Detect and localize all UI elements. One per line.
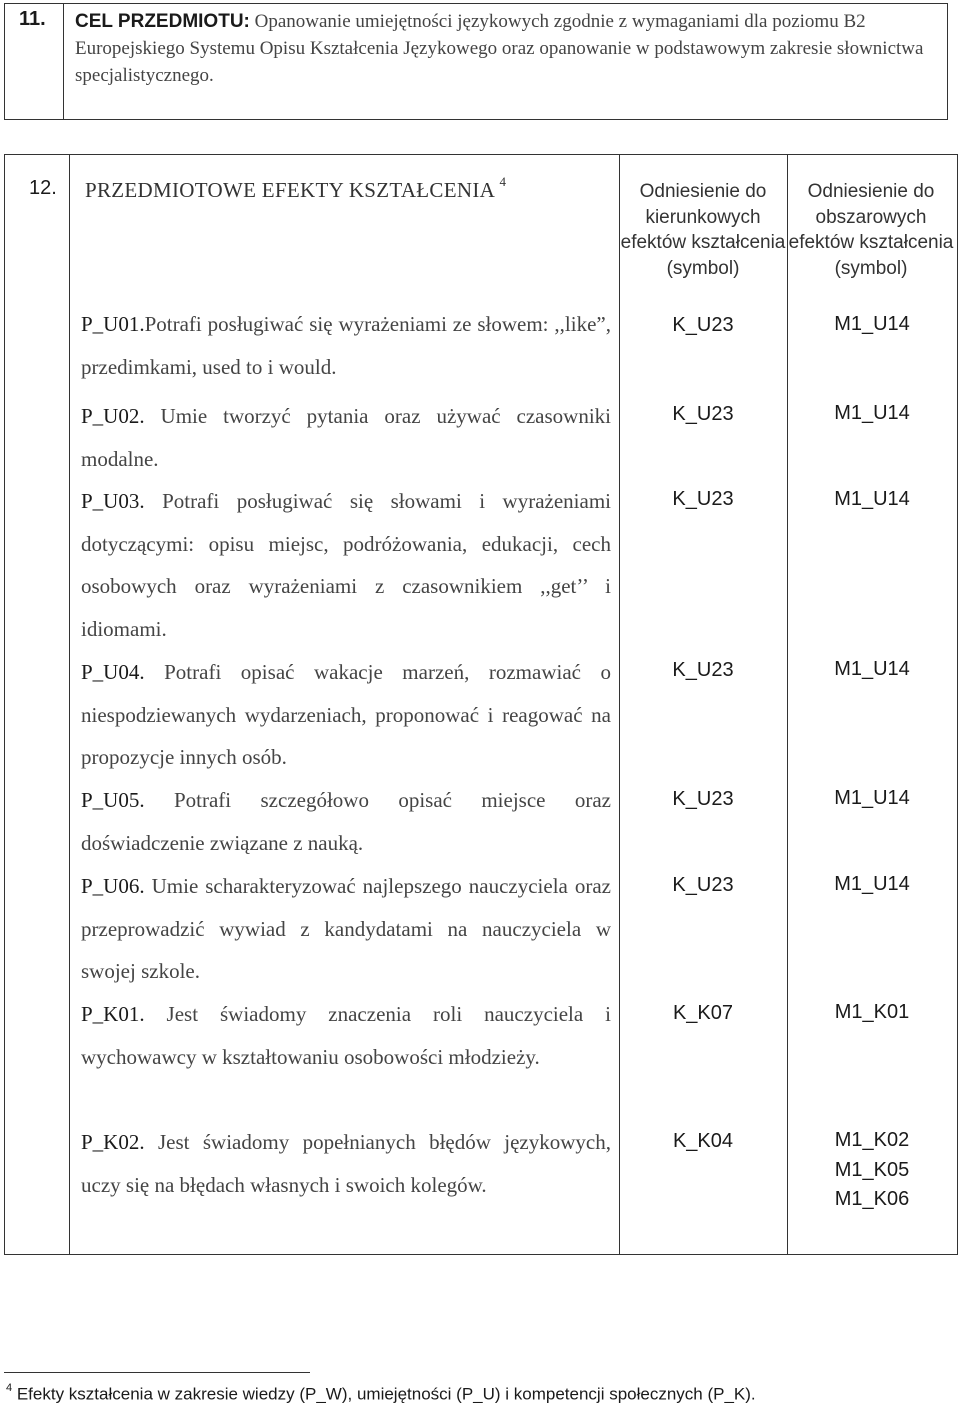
section-11-number: 11. (19, 8, 46, 30)
kierunkowe-symbol: K_U23 (672, 488, 734, 510)
obszarowe-symbol: M1_K01 (834, 1001, 910, 1023)
section-12-title-text: PRZEDMIOTOWE EFEKTY KSZTAŁCENIA (85, 178, 494, 202)
obszarowe-symbol: M1_U14 (834, 787, 910, 809)
obszarowe-symbol: M1_U14 (834, 873, 910, 895)
outcome-description (81, 651, 611, 779)
obszarowe-symbol: M1_U14 (834, 313, 910, 335)
outcome-description (81, 993, 611, 1078)
outcome-description (81, 779, 611, 864)
learning-outcomes-table (4, 154, 958, 1255)
obszarowe-symbols (787, 655, 957, 685)
column-header-obszarowe: Odniesienie do obszarowych efektów kształcenia (symbol) (788, 181, 954, 279)
section-11-number-cell (5, 4, 64, 119)
outcome-description (81, 865, 611, 993)
obszarowe-symbol: M1_K06 (834, 1188, 910, 1210)
outcome-text: Potrafi posługiwać się słowami i wyrażeniami dotyczącymi: opisu miejsc, podróżowania, edukacji, cech osobowych oraz wyrażeniami z czasownikiem ,,get’’ i idiomami. (81, 489, 611, 641)
kierunkowe-symbol: K_K04 (672, 1130, 734, 1152)
outcome-description (81, 395, 611, 480)
outcome-text: Jest świadomy popełnianych błędów językowych, uczy się na błędach własnych i swoich kolegów. (81, 1130, 611, 1197)
outcome-code: P_U03. (81, 489, 145, 513)
obszarowe-symbol: M1_U14 (834, 402, 910, 424)
obszarowe-symbol: M1_U14 (834, 658, 910, 680)
outcome-text: Umie tworzyć pytania oraz używać czasowniki modalne. (81, 404, 611, 471)
outcome-text: Jest świadomy znaczenia roli nauczyciela i wychowawcy w kształtowaniu osobowości młodzieży. (81, 1002, 611, 1069)
outcome-code: P_U02. (81, 404, 145, 428)
outcome-code: P_U04. (81, 660, 145, 684)
outcome-code: P_U01. (81, 312, 145, 336)
kierunkowe-symbol: K_U23 (672, 314, 734, 336)
obszarowe-symbol: M1_K02 (834, 1129, 910, 1151)
outcome-code: P_K01. (81, 1002, 145, 1026)
obszarowe-symbols (787, 399, 957, 429)
outcome-code: P_U06. (81, 874, 145, 898)
footnote-marker: 4 (6, 1382, 13, 1394)
obszarowe-symbol: M1_K05 (834, 1158, 910, 1181)
footnote-text: Efekty kształcenia w zakresie wiedzy (P_W), umiejętności (P_U) i kompetencji społecznych (P_K). (12, 1384, 756, 1404)
column-divider (69, 155, 70, 1254)
section-12-title (85, 174, 507, 203)
course-objective-label: CEL PRZEDMIOTU: (75, 11, 250, 32)
obszarowe-symbols (787, 870, 957, 900)
outcome-text: Potrafi posługiwać się wyrażeniami ze słowem: ,,like”, przedimkami, used to i would. (81, 312, 611, 379)
column-header-kierunkowe: Odniesienie do kierunkowych efektów kształcenia (symbol) (620, 181, 786, 279)
kierunkowe-symbol: K_U23 (672, 659, 734, 681)
outcome-description (81, 303, 611, 388)
course-objective (75, 8, 940, 89)
outcome-text: Umie scharakteryzować najlepszego nauczyciela oraz przeprowadzić wywiad z kandydatami na nauczyciela w swojej szkole. (81, 874, 611, 983)
obszarowe-symbol: M1_U14 (834, 488, 910, 510)
section-11-box (4, 3, 948, 120)
course-objective-text: Opanowanie umiejętności językowych zgodnie z wymaganiami dla poziomu B2 Europejskiego Systemu Opisu Kształcenia Językowego oraz opanowanie w podstawowym zakresie słownictwa specjalistycznego. (75, 11, 924, 86)
kierunkowe-symbol: K_U23 (672, 403, 734, 425)
obszarowe-symbols (787, 485, 957, 515)
kierunkowe-symbol: K_U23 (672, 788, 734, 810)
footnote-ref: 4 (499, 174, 507, 189)
obszarowe-symbols (787, 1126, 957, 1215)
kierunkowe-symbol: K_K07 (672, 1002, 734, 1024)
outcome-text: Potrafi opisać wakacje marzeń, rozmawiać o niespodziewanych wydarzeniach, proponować i reagować na propozycje innych osób. (81, 660, 611, 769)
footnote (6, 1384, 956, 1405)
obszarowe-symbols (787, 998, 957, 1028)
kierunkowe-symbol: K_U23 (672, 874, 734, 896)
section-12-number: 12. (29, 177, 57, 199)
outcome-text: Potrafi szczegółowo opisać miejsce oraz doświadczenie związane z nauką. (81, 788, 611, 855)
obszarowe-symbols (787, 784, 957, 814)
footnote-separator (4, 1372, 310, 1373)
outcome-description (81, 1121, 611, 1206)
obszarowe-symbols (787, 310, 957, 340)
outcome-code: P_U05. (81, 788, 145, 812)
outcome-code: P_K02. (81, 1130, 145, 1154)
outcome-description (81, 480, 611, 650)
